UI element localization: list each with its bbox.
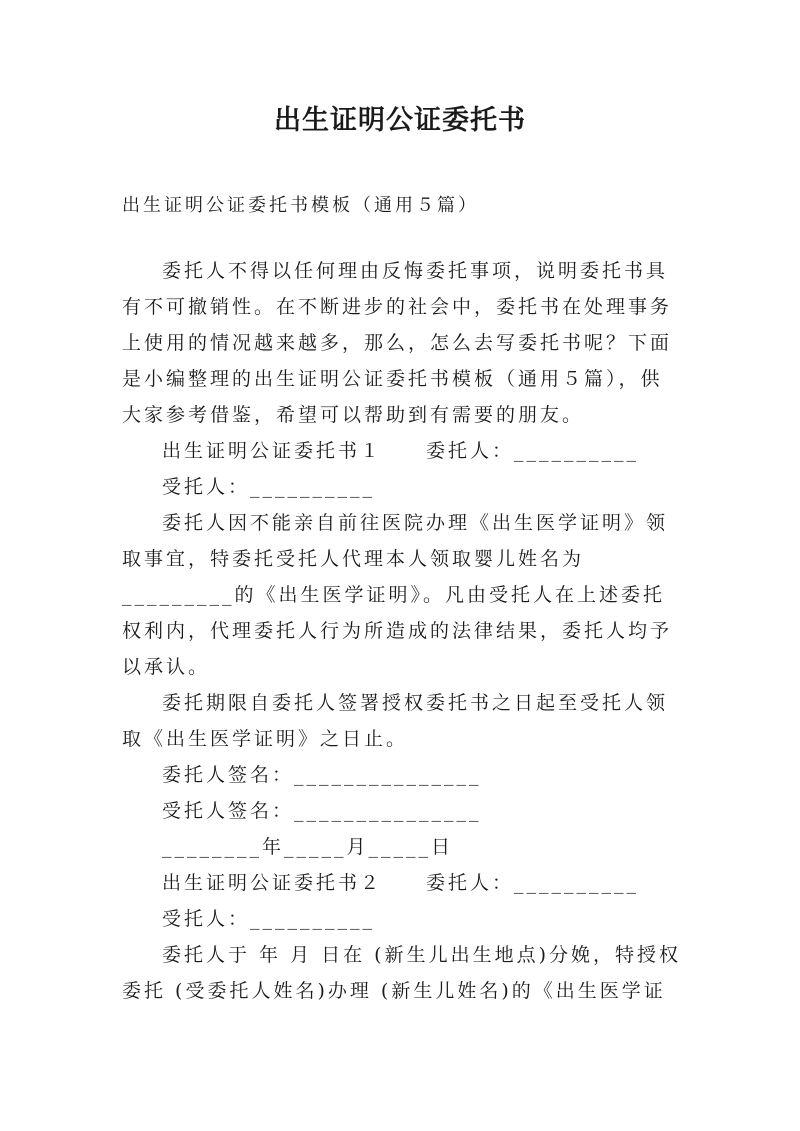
- document-title: 出生证明公证委托书: [274, 105, 526, 136]
- section-1-date-line: ________年_____月_____日: [162, 836, 454, 858]
- section-1-agent-field: 受托人：__________: [162, 476, 376, 498]
- intro-paragraph: 委托人不得以任何理由反悔委托事项，说明委托书具有不可撤销性。在不断进步的社会中，委托书在处理事务上使用的情况越来越多，那么，怎么去写委托书呢？下面是小编整理的出生证明公证委托书模板（通用５篇），供大家参考借鉴，希望可以帮助到有需要的朋友。: [122, 260, 673, 426]
- section-1-body-paragraph: 委托人因不能亲自前往医院办理《出生医学证明》领取事宜，特委托受托人代理本人领取婴儿姓名为_________的《出生医学证明》。凡由受托人在上述委托权利内，代理委托人行为所造成的法律结果，委托人均予以承认。: [122, 512, 673, 678]
- section-1-agent-signature: 受托人签名：_______________: [162, 800, 482, 822]
- section-1-period-paragraph: 委托期限自委托人签署授权委托书之日起至受托人领取《出生医学证明》之日止。: [122, 692, 669, 750]
- section-2-principal-field: 委托人：__________: [426, 872, 640, 894]
- section-2-heading-line: [122, 865, 682, 901]
- section-1-principal-signature: 委托人签名：_______________: [162, 764, 482, 786]
- section-1-principal-field: 委托人：__________: [426, 440, 640, 462]
- section-2-body-paragraph: 委托人于 年 月 日在 (新生儿出生地点)分娩，特授权委托 (受委托人姓名)办理 (新生儿姓名)的《出生医学证: [122, 944, 681, 1002]
- section-1-heading: 出生证明公证委托书１: [162, 440, 383, 462]
- document-body: [122, 253, 682, 1009]
- document-subtitle: 出生证明公证委托书模板（通用５篇）: [122, 195, 479, 216]
- section-2-agent-field: 受托人：__________: [162, 908, 376, 930]
- section-2-heading: 出生证明公证委托书２: [162, 872, 383, 894]
- section-1-heading-line: [122, 433, 682, 469]
